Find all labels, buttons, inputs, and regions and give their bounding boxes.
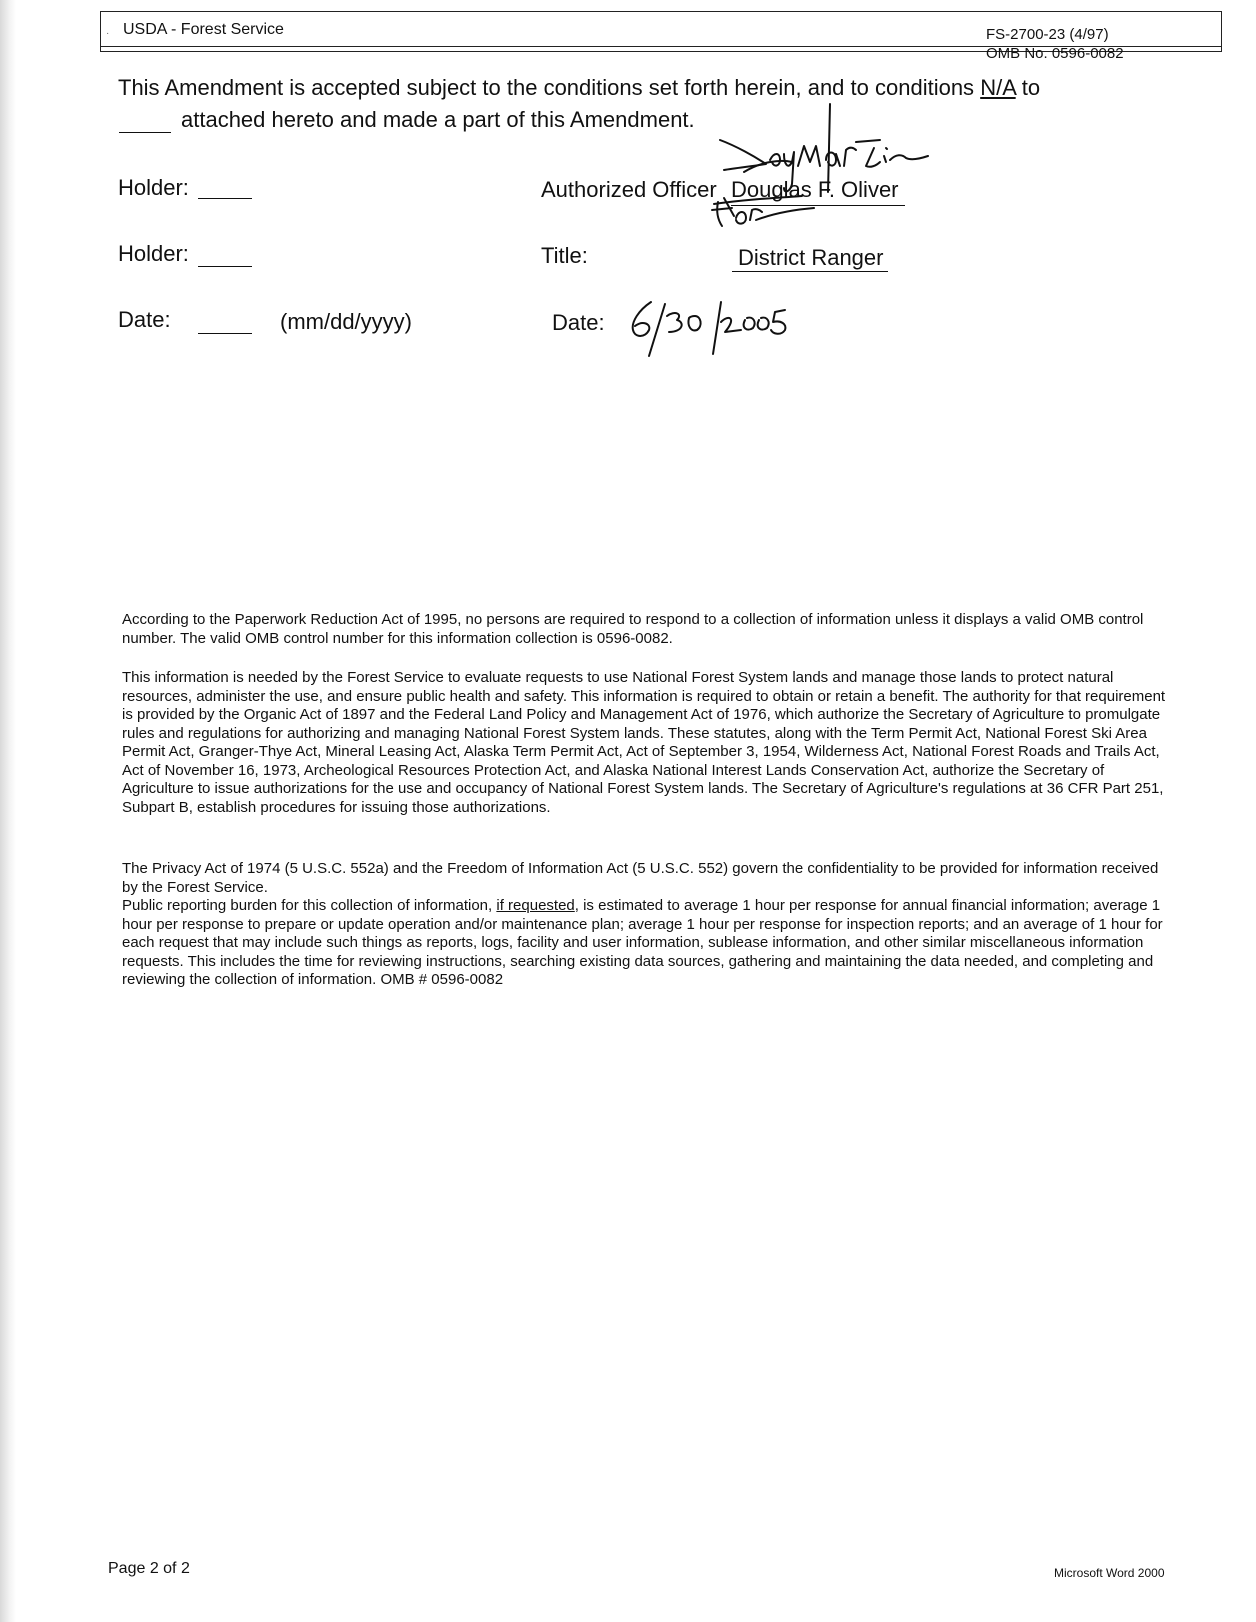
burden-rest: , is estimated to average 1 hour per response for annual financial information; average 1 hour per response to prepare or update operation and/or maintenance plan; average 1 hour per response for inspection reports; and an average of 1 hour for each request that may include such things as reports, logs, facility and user information, sublease information, and other similar miscellaneous information requests. This includes the time for reviewing instructions, searching existing data sources, gathering and maintaining the data needed, and completing and reviewing the collection of information. OMB # 0596-0082	[122, 897, 1163, 988]
authorized-officer-label: Authorized Officer	[541, 177, 717, 202]
header-rule	[101, 46, 1221, 47]
for-initial	[710, 200, 820, 230]
if-requested: if requested	[496, 897, 575, 914]
privacy-notice: The Privacy Act of 1974 (5 U.S.C. 552a) and the Freedom of Information Act (5 U.S.C. 552) govern the confidentiality to be provided for information received by the Forest Service.	[122, 860, 1159, 896]
page-number: Page 2 of 2	[108, 1560, 190, 1577]
form-header	[100, 11, 1222, 62]
burden-notice	[122, 897, 1172, 990]
title-label: Title:	[541, 243, 588, 268]
officer-date-label: Date:	[552, 310, 605, 335]
form-number: FS-2700-23 (4/97)	[986, 26, 1109, 43]
acceptance-line-1	[118, 74, 1040, 102]
officer-name: Douglas F. Oliver	[731, 177, 899, 202]
holder-date-blank	[198, 333, 252, 334]
officer-title-underline	[732, 271, 888, 272]
scan-mark: ·	[106, 28, 110, 39]
omb-number: OMB No. 0596-0082	[986, 45, 1124, 62]
holder-2-blank	[198, 266, 252, 267]
holder-1-label: Holder:	[118, 175, 189, 200]
holder-date-label: Date:	[118, 307, 171, 332]
holder-2-label: Holder:	[118, 241, 189, 266]
paperwork-notice: According to the Paperwork Reduction Act of 1995, no persons are required to respond to a collection of information unless it displays a valid OMB control number. The valid OMB control number for this information collection is 0596-0082.	[122, 611, 1144, 647]
agency-name: USDA - Forest Service	[123, 21, 284, 38]
acceptance-to: to	[1021, 75, 1041, 100]
acceptance-line-2: attached hereto and made a part of this Amendment.	[181, 107, 695, 132]
acceptance-text: This Amendment is accepted subject to the conditions set forth herein, and to conditions	[118, 75, 975, 100]
burden-start: Public reporting burden for this collection of information,	[122, 897, 493, 914]
form-identifiers	[986, 25, 1124, 63]
holder-1-blank	[198, 198, 252, 199]
conditions-value: N/A	[980, 75, 1016, 100]
officer-title: District Ranger	[738, 245, 884, 270]
handwritten-date	[625, 300, 810, 360]
attachment-blank	[119, 132, 171, 133]
software-credit: Microsoft Word 2000	[1054, 1566, 1165, 1580]
authority-notice: This information is needed by the Forest Service to evaluate requests to use National Forest System lands and manage those lands to protect natural resources, administer the use, and ensure public health and safety. This information is required to obtain or retain a benefit. The authority for that requirement is provided by the Organic Act of 1897 and the Federal Land Policy and Management Act of 1976, which authorize the Secretary of Agriculture to promulgate rules and regulations for authorizing and managing National Forest System lands. These statutes, along with the Term Permit Act, National Forest Ski Area Permit Act, Granger-Thye Act, Mineral Leasing Act, Alaska Term Permit Act, Act of September 3, 1954, Wilderness Act, National Forest Roads and Trails Act, Act of November 16, 1973, Archeological Resources Protection Act, and Alaska National Interest Lands Conservation Act, authorize the Secretary of Agriculture to issue authorizations for the use and occupancy of National Forest System lands. The Secretary of Agriculture's regulations at 36 CFR Part 251, Subpart B, establish procedures for issuing those authorizations.	[122, 669, 1166, 816]
date-format-hint: (mm/dd/yyyy)	[280, 309, 412, 334]
scan-edge-shadow	[0, 0, 16, 1622]
